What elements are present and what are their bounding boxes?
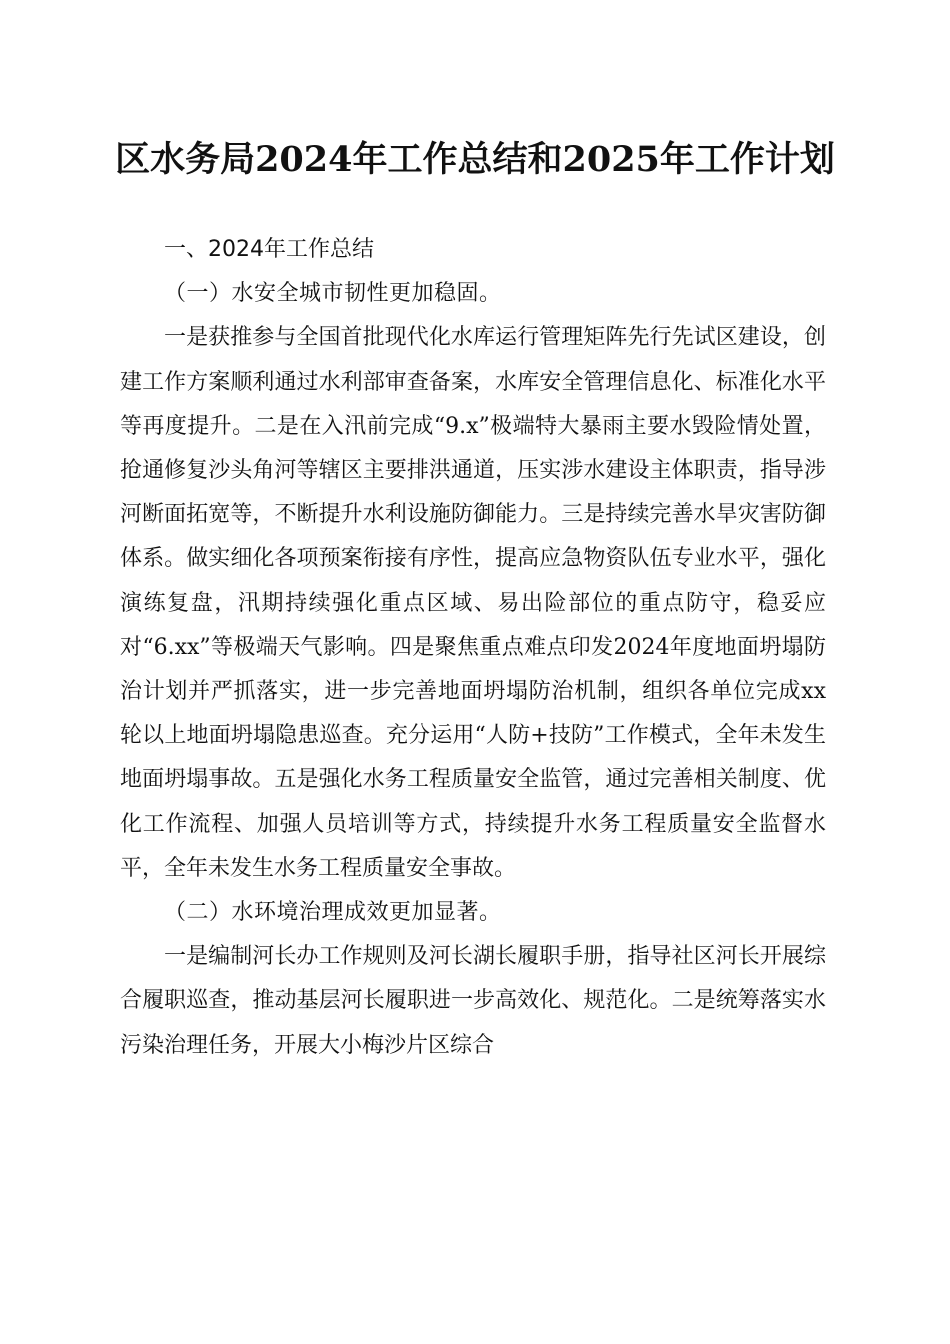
section-heading-summary: 一、2024年工作总结	[164, 237, 374, 262]
paragraph-water-safety: 一是获推参与全国首批现代化水库运行管理矩阵先行先试区建设，创建工作方案顺利通过水利部审查备案，水库安全管理信息化、标准化水平等再度提升。二是在入汛前完成“9.x”极端特大暴雨主要水毁险情处置，抢通修复沙头角河等辖区主要排洪通道，压实涉水建设主体职责，指导涉河断面拓宽等，不断提升水利设施防御能力。三是持续完善水旱灾害防御体系。做实细化各项预案衔接有序性，提高应急物资队伍专业水平，强化演练复盘，汛期持续强化重点区域、易出险部位的重点防守，稳妥应对“6.xx”等极端天气影响。四是聚焦重点难点印发2024年度地面坍塌防治计划并严抓落实，进一步完善地面坍塌防治机制，组织各单位完成xx轮以上地面坍塌隐患巡查。充分运用“人防+技防”工作模式，全年未发生地面坍塌事故。五是强化水务工程质量安全监管，通过完善相关制度、优化工作流程、加强人员培训等方式，持续提升水务工程质量安全监督水平，全年未发生水务工程质量安全事故。	[120, 325, 826, 881]
document-title: 区水务局2024年工作总结和2025年工作计划	[115, 139, 835, 180]
document-body	[120, 228, 826, 1068]
subsection-heading-water-environment: （二）水环境治理成效更加显著。	[164, 900, 502, 926]
paragraph-water-environment: 一是编制河长办工作规则及河长湖长履职手册，指导社区河长开展综合履职巡查，推动基层河长履职进一步高效化、规范化。二是统筹落实水污染治理任务，开展大小梅沙片区综合	[120, 944, 826, 1058]
subsection-heading-water-safety: （一）水安全城市韧性更加稳固。	[164, 281, 502, 307]
